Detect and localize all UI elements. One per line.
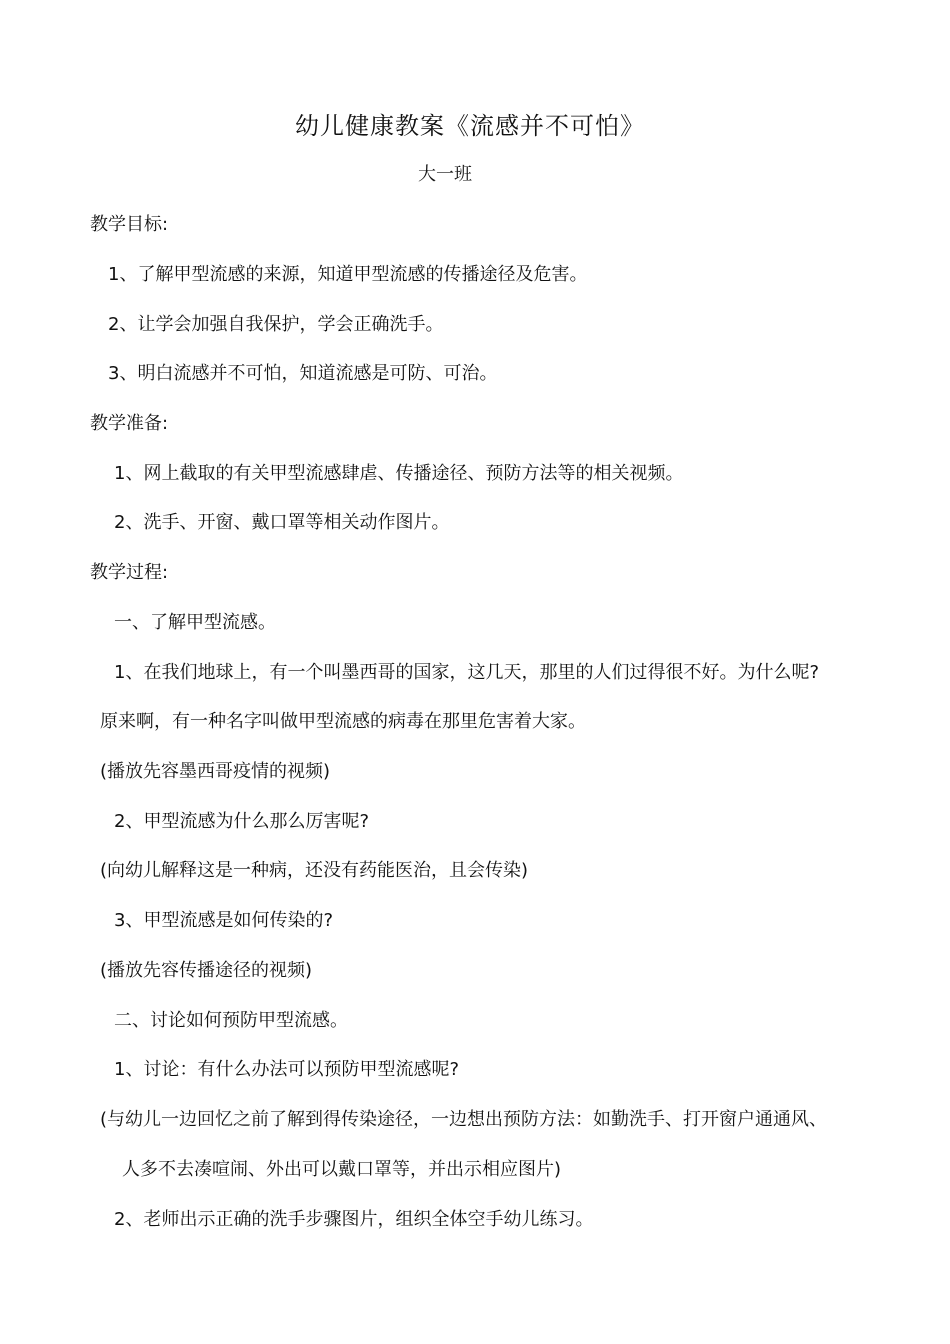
part-1-item-1-continued: 原来啊，有一种名字叫做甲型流感的病毒在那里危害着大家。: [100, 711, 586, 732]
goal-item-1: 1、了解甲型流感的来源，知道甲型流感的传播途径及危害。: [108, 264, 588, 285]
part-1-item-3: 3、甲型流感是如何传染的?: [114, 910, 334, 931]
class-name: 大一班: [418, 164, 472, 185]
part-1-heading: 一、了解甲型流感。: [114, 612, 276, 633]
part-1-item-1: 1、在我们地球上，有一个叫墨西哥的国家，这几天，那里的人们过得很不好。为什么呢?: [114, 662, 820, 683]
prep-item-1: 1、网上截取的有关甲型流感肆虐、传播途径、预防方法等的相关视频。: [114, 463, 684, 484]
part-2-item-1: 1、讨论：有什么办法可以预防甲型流感呢?: [114, 1059, 460, 1080]
goal-item-2: 2、让学会加强自我保护，学会正确洗手。: [108, 314, 444, 335]
part-2-heading: 二、讨论如何预防甲型流感。: [114, 1010, 348, 1031]
part-1-note-1: (播放先容墨西哥疫情的视频): [100, 761, 331, 782]
goal-item-3: 3、明白流感并不可怕，知道流感是可防、可治。: [108, 363, 498, 384]
part-1-note-2: (向幼儿解释这是一种病，还没有药能医治，且会传染): [100, 860, 529, 881]
part-1-note-3: (播放先容传播途径的视频): [100, 960, 313, 981]
part-2-note-1-continued: 人多不去凑喧闹、外出可以戴口罩等，并出示相应图片): [122, 1159, 562, 1180]
prep-item-2: 2、洗手、开窗、戴口罩等相关动作图片。: [114, 512, 450, 533]
document-title: 幼儿健康教案《流感并不可怕》: [295, 112, 645, 140]
part-2-note-1: (与幼儿一边回忆之前了解到得传染途径，一边想出预防方法：如勤洗手、打开窗户通通风、: [100, 1109, 828, 1130]
part-1-item-2: 2、甲型流感为什么那么厉害呢?: [114, 811, 370, 832]
process-heading: 教学过程:: [90, 562, 169, 583]
goals-heading: 教学目标:: [90, 214, 169, 235]
part-2-item-2: 2、老师出示正确的洗手步骤图片，组织全体空手幼儿练习。: [114, 1209, 594, 1230]
prep-heading: 教学准备:: [90, 413, 169, 434]
